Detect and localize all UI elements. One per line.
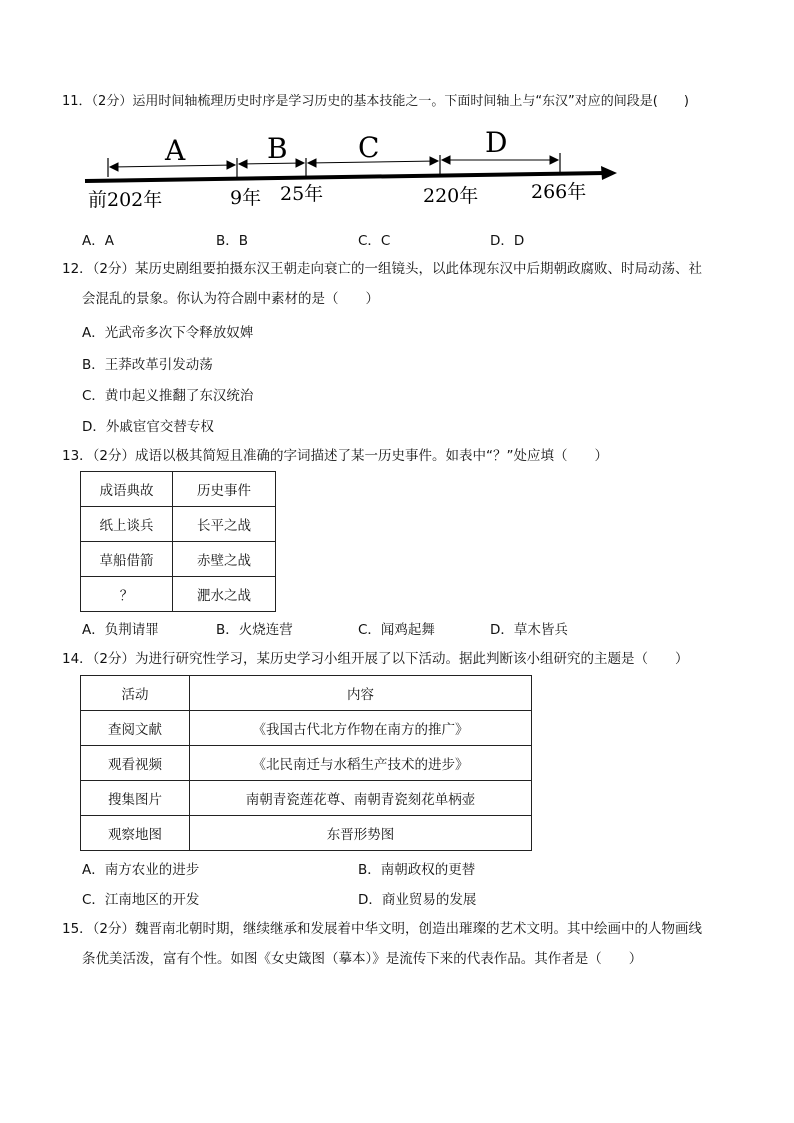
q14-option-c[interactable]: C．江南地区的开发 <box>82 892 200 908</box>
table-cell: 纸上谈兵 <box>81 507 173 542</box>
q12-option-a[interactable]: A．光武帝多次下令释放奴婢 <box>82 325 254 341</box>
table-cell: 南朝青瓷莲花尊、南朝青瓷刻花单柄壶 <box>190 781 532 816</box>
q13-option-b[interactable]: B．火烧连营 <box>216 622 293 638</box>
table-header: 活动 <box>81 676 190 711</box>
q15-stem: 15．（2分）魏晋南北朝时期，继续继承和发展着中华文明，创造出璀璨的艺术文明。其中绘画中的人物画线 <box>62 921 703 937</box>
table-cell: 查阅文献 <box>81 711 190 746</box>
q13-option-c[interactable]: C．闻鸡起舞 <box>358 622 435 638</box>
timeline-year-label: 25年 <box>280 183 324 205</box>
timeline-segment-label: B <box>267 132 288 165</box>
table-cell: ？ <box>81 577 173 612</box>
timeline-figure <box>80 130 625 215</box>
table-cell: 《我国古代北方作物在南方的推广》 <box>190 711 532 746</box>
table-cell: 长平之战 <box>173 507 276 542</box>
q11-option-a[interactable]: A．A <box>82 233 114 249</box>
table-cell: 观察地图 <box>81 816 190 851</box>
q14-stem: 14．（2分）为进行研究性学习，某历史学习小组开展了以下活动。据此判断该小组研究的主题是（ ） <box>62 651 689 667</box>
q11-option-b[interactable]: B．B <box>216 233 249 249</box>
timeline-year-label: 9年 <box>230 187 262 209</box>
timeline-year-label: 266年 <box>531 181 587 203</box>
q14-option-a[interactable]: A．南方农业的进步 <box>82 862 200 878</box>
q12-stem-cont: 会混乱的景象。你认为符合剧中素材的是（ ） <box>82 291 379 307</box>
q12-option-d[interactable]: D．外戚宦官交替专权 <box>82 419 214 435</box>
table-cell: 淝水之战 <box>173 577 276 612</box>
q11-option-d[interactable]: D．D <box>490 233 525 249</box>
q14-option-b[interactable]: B．南朝政权的更替 <box>358 862 476 878</box>
table-header: 内容 <box>190 676 532 711</box>
table-header: 成语典故 <box>81 472 173 507</box>
table-cell: 草船借箭 <box>81 542 173 577</box>
activity-table <box>80 675 532 851</box>
q12-option-b[interactable]: B．王莽改革引发动荡 <box>82 357 213 373</box>
table-cell: 观看视频 <box>81 746 190 781</box>
table-cell: 东晋形势图 <box>190 816 532 851</box>
q12-stem: 12．（2分）某历史剧组要拍摄东汉王朝走向衰亡的一组镜头，以此体现东汉中后期朝政腐败、时局动荡、社 <box>62 261 703 277</box>
timeline-segment-label: A <box>165 134 186 167</box>
timeline-segment-label: C <box>358 131 380 164</box>
q13-option-a[interactable]: A．负荆请罪 <box>82 622 159 638</box>
table-cell: 赤壁之战 <box>173 542 276 577</box>
q15-stem-cont: 条优美活泼，富有个性。如图《女史箴图（摹本）》是流传下来的代表作品。其作者是（ ） <box>82 951 643 967</box>
timeline-year-label: 220年 <box>423 185 479 207</box>
table-cell: 搜集图片 <box>81 781 190 816</box>
q13-stem: 13．（2分）成语以极其简短且准确的字词描述了某一历史事件。如表中“？”处应填（ ） <box>62 448 609 464</box>
timeline-year-label: 前202年 <box>88 189 163 211</box>
timeline-arrowhead <box>601 166 617 180</box>
timeline-segment-label: D <box>485 130 508 159</box>
table-cell: 《北民南迁与水稻生产技术的进步》 <box>190 746 532 781</box>
q11-stem: 11．（2分）运用时间轴梳理历史时序是学习历史的基本技能之一。下面时间轴上与“东汉”对应的间段是( ) <box>62 94 689 109</box>
timeline-axis <box>85 173 605 181</box>
table-header: 历史事件 <box>173 472 276 507</box>
q13-option-d[interactable]: D．草木皆兵 <box>490 622 568 638</box>
q11-option-c[interactable]: C．C <box>358 233 391 249</box>
q12-option-c[interactable]: C．黄巾起义推翻了东汉统治 <box>82 388 254 404</box>
idiom-table <box>80 471 276 612</box>
q14-option-d[interactable]: D．商业贸易的发展 <box>358 892 477 908</box>
